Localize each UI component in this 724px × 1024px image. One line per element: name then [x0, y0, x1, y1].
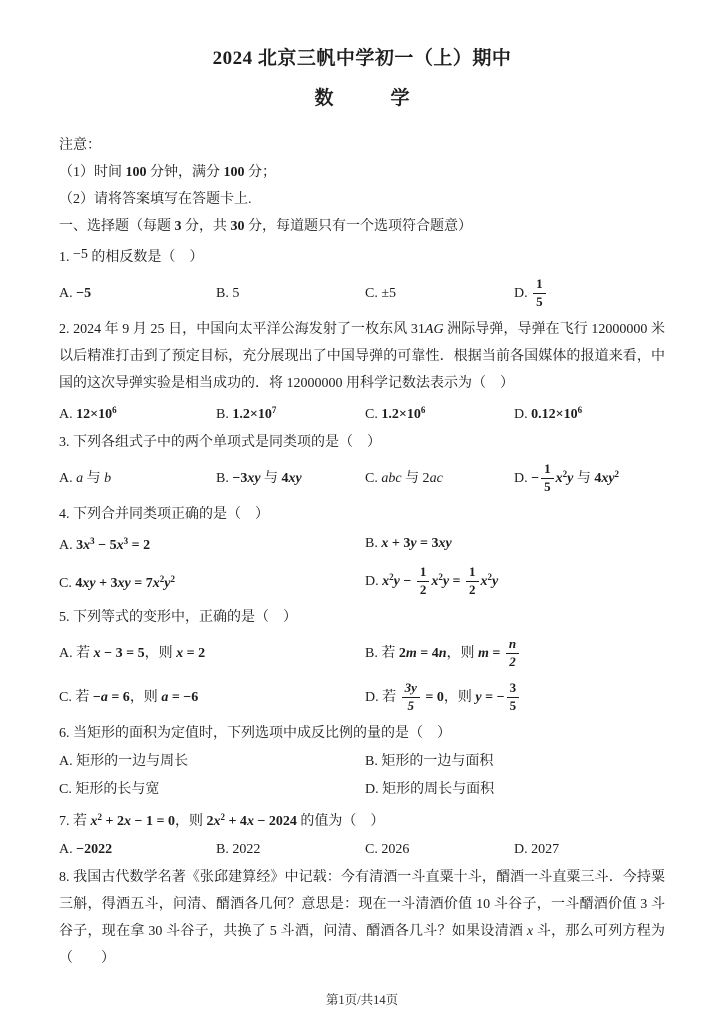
fraction: $\frac{1}{2}$: [466, 565, 479, 598]
question-5-stem: 5. 下列等式的变形中，正确的是（ ）: [59, 610, 297, 625]
question-7-option-c: C. 2026: [365, 841, 410, 857]
question-5-option-b: B. 若 2m = 4n，则 m = $\frac{n}{2}$: [365, 637, 665, 670]
question-6: [59, 719, 665, 803]
question-8: [59, 863, 665, 972]
question-3-option-c: C. abc 与 2ac: [365, 470, 443, 486]
question-5-options-row-2: [59, 675, 665, 719]
question-1-option-d: D. $\frac{1}{5}$: [514, 277, 665, 310]
question-2-option-a: A. $12\times 10^6$: [59, 405, 117, 422]
question-2-option-c: C. $1.2\times 10^6$: [365, 405, 426, 422]
question-6-option-d: D. 矩形的周长与面积: [365, 781, 495, 797]
question-2-options: [59, 397, 665, 428]
question-2: [59, 315, 665, 428]
question-5-option-d: D. 若 $\frac{3y}{5}$ = 0，则 y = − $\frac{3}{5}$: [365, 681, 665, 714]
question-4-option-a: A. $3x^3 - 5x^3 = 2$: [59, 536, 151, 553]
question-1-stem: 1. −5 的相反数是（ ）: [59, 247, 204, 265]
question-1-option-b: B. 5: [216, 285, 240, 301]
question-4-option-d: D. $x^2y$ − $\frac{1}{2}$ $x^2y$ = $\frac{1}{2}$ $x^2y$: [365, 564, 499, 598]
question-1-options: [59, 271, 665, 315]
question-7-option-b: B. 2022: [216, 841, 261, 857]
question-5-option-a: A. 若 x − 3 = 5，则 x = 2: [59, 645, 206, 661]
question-7-option-a: A. −2022: [59, 841, 113, 857]
question-6-stem: 6. 当矩形的面积为定值时，下列选项中成反比例的量的是（ ）: [59, 726, 451, 741]
notice-item-1: （1）时间 100 分钟，满分 100 分；: [59, 165, 276, 180]
question-8-stem: 8. 我国古代数学名著《张邱建算经》中记载：今有清酒一斗直粟十斗，醑酒一斗直粟三斗．今持粟三斛，得酒五斗，问清、醑酒各几何？意思是：现在一斗清酒价值 10 斗谷子，一斗醑酒价值 3 斗谷子，现在拿 30 斗谷子，共换了 5 斗酒，问清、醑酒各几斗？如果设清酒 x 斗，那么可列方程为（ ）: [59, 870, 666, 966]
question-3: [59, 428, 665, 500]
fraction: $\frac{1}{2}$: [417, 565, 430, 598]
question-5-option-c: C. 若 −a = 6，则 a = −6: [59, 689, 199, 705]
question-3-stem: 3. 下列各组式子中的两个单项式是同类项的是（ ）: [59, 435, 381, 450]
page-footer: 第1页/共14页: [325, 993, 399, 1007]
question-4-options-row-2: [59, 559, 665, 603]
question-7-stem: 7. 若 $x^2 + 2x - 1 = 0$，则 $2x^2 + 4x - 2024$ 的值为（ ）: [59, 812, 385, 829]
fraction: $\frac{3}{5}$: [507, 681, 520, 714]
question-2-stem: 2. 2024 年 9 月 25 日，中国向太平洋公海发射了一枚东风 31AG 洲际导弹，导弹在飞行 12000000 米以后精准打击到了预定目标，充分展现出了中国导弹的可靠性．根据当前各国媒体的报道来看，中国的这次导弹实验是相当成功的．将 12000000 用科学记数法表示为（ ）: [59, 322, 666, 391]
question-2-option-d: D. $0.12\times 10^6$: [514, 405, 583, 422]
question-1-option-c: C. ±5: [365, 285, 397, 301]
question-6-options-row-2: [59, 775, 665, 803]
question-6-options-row-1: [59, 747, 665, 775]
question-3-option-b: B. −3xy 与 4xy: [216, 470, 302, 486]
question-3-option-a: A. a 与 b: [59, 470, 112, 486]
question-5-options-row-1: [59, 631, 665, 675]
fraction: $\frac{3y}{5}$: [402, 681, 420, 714]
question-6-option-b: B. 矩形的一边与面积: [365, 753, 494, 769]
question-7: [59, 803, 665, 863]
page-title: 2024 北京三帆中学初一（上）期中: [212, 48, 512, 69]
question-4-stem: 4. 下列合并同类项正确的是（ ）: [59, 507, 269, 522]
question-5: [59, 603, 665, 719]
question-4-option-c: C. $4xy + 3xy = 7x^2y^2$: [59, 573, 175, 591]
question-7-options: [59, 835, 665, 863]
question-1-option-a: A. −5: [59, 285, 92, 301]
question-6-option-c: C. 矩形的长与宽: [59, 781, 160, 797]
question-6-option-a: A. 矩形的一边与周长: [59, 753, 189, 769]
subject-title: 数 学: [314, 88, 410, 109]
question-7-option-d: D. 2027: [514, 841, 560, 857]
question-4: [59, 500, 665, 603]
question-2-option-b: B. $1.2\times 10^7$: [216, 405, 277, 422]
question-3-options: [59, 456, 665, 500]
question-1: [59, 240, 665, 315]
question-3-option-d: D. − $\frac{1}{5}$ $x^2y$ 与 $4xy^2$: [514, 461, 620, 495]
notice-label: 注意：: [59, 138, 101, 153]
section-1-header: 一、选择题（每题 3 分，共 30 分，每道题只有一个选项符合题意）: [59, 219, 472, 234]
question-4-options-row-1: [59, 528, 665, 559]
fraction: $\frac{1}{5}$: [541, 462, 554, 495]
fraction: $\frac{n}{2}$: [506, 637, 519, 670]
fraction: $\frac{1}{5}$: [533, 277, 546, 310]
notice-item-2: （2）请将答案填写在答题卡上.: [59, 192, 252, 207]
question-4-option-b: B. x + 3y = 3xy: [365, 536, 452, 551]
